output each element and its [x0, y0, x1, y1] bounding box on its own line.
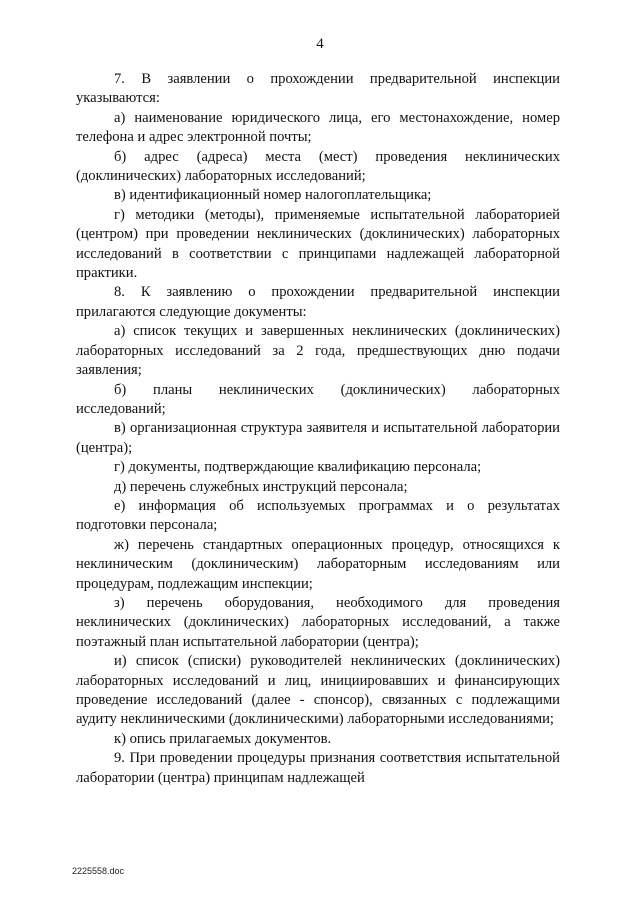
item-8i: и) список (списки) руководителей неклинических (доклинических) лабораторных исследований и лиц, инициировавших и финансирующих проведение исследований (далее - спонсор), связанных с подлежащими аудиту неклиническими (доклиническими) лабораторными исследованиями;: [76, 653, 560, 728]
item-7a: а) наименование юридического лица, его местонахождение, номер телефона и адрес электронной почты;: [76, 109, 560, 146]
item-8k: к) опись прилагаемых документов.: [114, 730, 332, 747]
item-8zh: ж) перечень стандартных операционных процедур, относящихся к неклиническим (доклиническим) лабораторным исследованиям или процедурам, подлежащим инспекции;: [76, 536, 560, 592]
item-8g: г) документы, подтверждающие квалификацию персонала;: [114, 459, 482, 476]
item-8v: в) организационная структура заявителя и испытательной лаборатории (центра);: [76, 420, 560, 456]
item-8a: а) список текущих и завершенных неклинических (доклинических) лабораторных исследований за 2 года, предшествующих дню подачи заявления;: [76, 323, 560, 379]
paragraph-7-intro: 7. В заявлении о прохождении предварительной инспекции указываются:: [76, 71, 560, 107]
page-number: 4: [316, 36, 324, 52]
item-8e: е) информация об используемых программах и о результатах подготовки персонала;: [76, 497, 560, 534]
item-7b: б) адрес (адреса) места (мест) проведения неклинических (доклинических) лабораторных исследований;: [76, 148, 560, 185]
footer-file-code: 2225558.doc: [72, 866, 125, 876]
item-7g: г) методики (методы), применяемые испытательной лабораторией (центром) при проведении неклинических (доклинических) лабораторных исследований в соответствии с принципами надлежащей лабораторной практики.: [76, 206, 560, 282]
item-7v: в) идентификационный номер налогоплательщика;: [114, 187, 432, 204]
paragraph-8-intro: 8. К заявлению о прохождении предварительной инспекции прилагаются следующие документы:: [76, 284, 560, 320]
item-8b: б) планы неклинических (доклинических) лабораторных исследований;: [76, 381, 560, 417]
item-8z: з) перечень оборудования, необходимого для проведения неклинических (доклинических) лабораторных исследований, а также поэтажный план испытательной лаборатории (центра);: [76, 594, 560, 650]
item-8d: д) перечень служебных инструкций персонала;: [114, 478, 408, 495]
document-body: [76, 70, 560, 788]
paragraph-9-intro: 9. При проведении процедуры признания соответствия испытательной лаборатории (центра) принципам надлежащей: [76, 750, 560, 786]
